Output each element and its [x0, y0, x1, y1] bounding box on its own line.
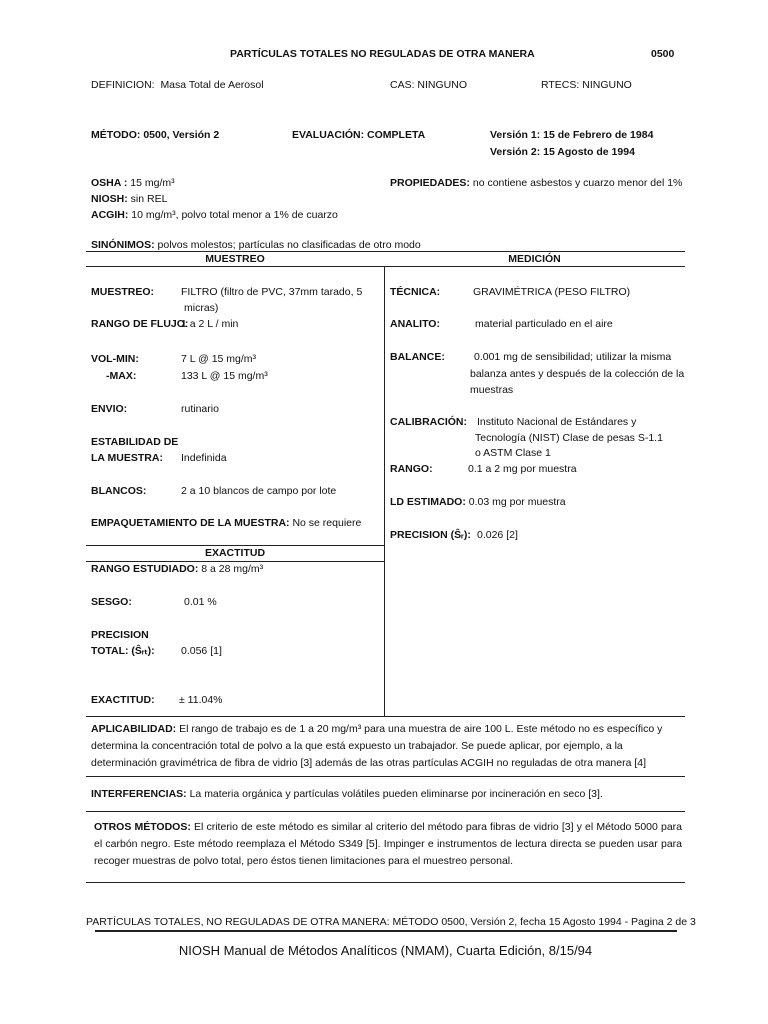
- otros-text: El criterio de este método es similar al criterio del método para fibras de vidrio [3] y el Método 5000 para el carbón negro. Este método reemplaza el Método S349 [5]. Impinger e instrumentos de lectura directa se pueden usar para recoger muestras de polvo total, pero éstos tienen limitaciones para el muestreo personal.: [94, 821, 682, 867]
- metodo-row: [91, 129, 219, 141]
- exactitud-heading: EXACTITUD: [204, 547, 266, 559]
- precision-value: 0.026 [2]: [477, 529, 518, 541]
- tecnica-value: GRAVIMÉTRICA (PESO FILTRO): [473, 286, 631, 298]
- flujo-value: 1 a 2 L / min: [181, 318, 239, 330]
- interferencias-paragraph: [91, 786, 681, 803]
- sesgo-label: SESGO:: [91, 596, 132, 608]
- interferencias-bottom-rule: [86, 811, 685, 812]
- aplicabilidad-text: El rango de trabajo es de 1 a 20 mg/m³ para una muestra de aire 100 L. Este método no es específico y determina la concentración total de polvo a la que está expuesto un trabajador. Se puede aplicar, por ejemplo, a la determinación gravimétrica de fibra de vidrio [3] además de las otras partículas ACGIH no reguladas de otra manera [4]: [91, 723, 663, 769]
- evaluacion: EVALUACIÓN: COMPLETA: [292, 129, 426, 141]
- analito-value: material particulado en el aire: [475, 318, 613, 330]
- footer-method-line: PARTÍCULAS TOTALES, NO REGULADAS DE OTRA MANERA: MÉTODO 0500, Versión 2, fecha 15 Agosto 1994 - Pagina 2 de 3: [86, 916, 696, 928]
- rango-estudiado-label: RANGO ESTUDIADO:: [91, 563, 199, 575]
- precision-total-label-2: TOTAL: (Ŝᵣₜ):: [91, 645, 155, 657]
- aplicabilidad-bottom-rule: [86, 776, 685, 777]
- otros-paragraph: [94, 819, 682, 870]
- exactitud-header-rule: [86, 561, 384, 562]
- propiedades-row: [390, 177, 682, 189]
- balance-value-3: muestras: [470, 384, 514, 396]
- metodo-label: MÉTODO:: [91, 129, 141, 141]
- volmin-value: 7 L @ 15 mg/m³: [181, 353, 257, 365]
- document-title: PARTÍCULAS TOTALES NO REGULADAS DE OTRA MANERA: [230, 48, 535, 60]
- exactitud-label: EXACTITUD:: [91, 694, 155, 706]
- flujo-label: RANGO DE FLUJO:: [91, 318, 189, 330]
- blancos-value: 2 a 10 blancos de campo por lote: [181, 485, 337, 497]
- ld-row: [390, 496, 566, 508]
- rtecs-number: RTECS: NINGUNO: [541, 79, 632, 91]
- definicion-label: DEFINICION:: [91, 79, 155, 91]
- acgih-value: 10 mg/m³, polvo total menor a 1% de cuarzo: [131, 209, 338, 221]
- method-number: 0500: [651, 48, 675, 60]
- footer-manual-line: NIOSH Manual de Métodos Analíticos (NMAM), Cuarta Edición, 8/15/94: [178, 943, 593, 958]
- calibracion-value-2: Tecnología (NIST) Clase de pesas S-1.1: [475, 432, 663, 444]
- tecnica-label: TÉCNICA:: [390, 286, 441, 298]
- estabilidad-value: Indefinida: [181, 452, 227, 464]
- volmax-label: -MAX:: [106, 370, 137, 382]
- rango-value: 0.1 a 2 mg por muestra: [468, 463, 577, 475]
- precision-label: PRECISION (Ŝᵣ):: [390, 529, 471, 541]
- acgih-row: [91, 209, 338, 221]
- interferencias-text: La materia orgánica y partículas volátiles pueden eliminarse por incineración en seco [3].: [189, 788, 603, 800]
- sinonimos-label: SINÓNIMOS:: [91, 239, 155, 251]
- niosh-label: NIOSH:: [91, 193, 128, 205]
- osha-value: 15 mg/m³: [130, 177, 175, 189]
- sinonimos-value: polvos molestos; partículas no clasificadas de otro modo: [157, 239, 421, 251]
- volmin-label: VOL-MIN:: [91, 353, 139, 365]
- calibracion-value-1: Instituto Nacional de Estándares y: [477, 416, 637, 428]
- analito-label: ANALITO:: [390, 318, 440, 330]
- balance-label: BALANCE:: [390, 351, 445, 363]
- otros-bottom-rule: [86, 882, 685, 883]
- muestreo-value-2: micras): [184, 302, 219, 314]
- rango-estudiado-value: 8 a 28 mg/m³: [201, 563, 264, 575]
- aplicabilidad-label: APLICABILIDAD:: [91, 723, 177, 735]
- precision-total-label-1: PRECISION: [91, 629, 149, 641]
- blancos-label: BLANCOS:: [91, 485, 147, 497]
- table-top-rule: [86, 251, 685, 252]
- envio-value: rutinario: [181, 403, 219, 415]
- muestreo-value-1: FILTRO (filtro de PVC, 37mm tarado, 5: [181, 286, 363, 298]
- rango-label: RANGO:: [390, 463, 433, 475]
- balance-value-1: 0.001 mg de sensibilidad; utilizar la misma: [474, 351, 672, 363]
- aplicabilidad-top-rule: [86, 716, 685, 717]
- definicion-value: Masa Total de Aerosol: [160, 79, 264, 91]
- definicion-row: [91, 79, 264, 91]
- version-2: Versión 2: 15 Agosto de 1994: [490, 146, 635, 158]
- muestreo-heading: MUESTREO: [205, 253, 265, 265]
- estabilidad-label-1: ESTABILIDAD DE: [91, 436, 179, 448]
- balance-value-2: balanza antes y después de la colección de la: [470, 368, 685, 380]
- propiedades-label: PROPIEDADES:: [390, 177, 470, 189]
- muestreo-label: MUESTREO:: [91, 286, 154, 298]
- envio-label: ENVIO:: [91, 403, 128, 415]
- aplicabilidad-paragraph: [91, 721, 681, 772]
- estabilidad-label-2: LA MUESTRA:: [91, 452, 163, 464]
- exactitud-top-rule: [86, 545, 384, 546]
- volmax-value: 133 L @ 15 mg/m³: [181, 370, 268, 382]
- calibracion-label: CALIBRACIÓN:: [390, 416, 467, 428]
- empaque-value: No se requiere: [292, 517, 362, 529]
- ld-label: LD ESTIMADO:: [390, 496, 466, 508]
- osha-label: OSHA :: [91, 177, 128, 189]
- otros-label: OTROS MÉTODOS:: [94, 821, 191, 833]
- exactitud-value: ± 11.04%: [179, 694, 223, 706]
- precision-total-value: 0.056 [1]: [181, 645, 222, 657]
- table-header-rule: [86, 266, 685, 267]
- calibracion-value-3: o ASTM Clase 1: [475, 447, 551, 459]
- acgih-label: ACGIH:: [91, 209, 129, 221]
- version-1: Versión 1: 15 de Febrero de 1984: [490, 129, 654, 141]
- column-divider: [384, 266, 385, 716]
- metodo-value: 0500, Versión 2: [143, 129, 220, 141]
- osha-row: [91, 177, 175, 189]
- sinonimos-row: [91, 239, 421, 251]
- niosh-row: [91, 193, 167, 205]
- interferencias-label: INTERFERENCIAS:: [91, 788, 187, 800]
- medicion-heading: MEDICIÓN: [508, 253, 561, 265]
- cas-number: CAS: NINGUNO: [390, 79, 468, 91]
- niosh-value: sin REL: [130, 193, 168, 205]
- ld-value: 0.03 mg por muestra: [468, 496, 566, 508]
- empaque-label: EMPAQUETAMIENTO DE LA MUESTRA:: [91, 517, 290, 529]
- rango-estudiado-row: [91, 563, 263, 575]
- empaque-row: [91, 517, 361, 529]
- sesgo-value: 0.01 %: [184, 596, 217, 608]
- propiedades-value: no contiene asbestos y cuarzo menor del 1%: [472, 177, 683, 189]
- footer-rule: [95, 930, 677, 932]
